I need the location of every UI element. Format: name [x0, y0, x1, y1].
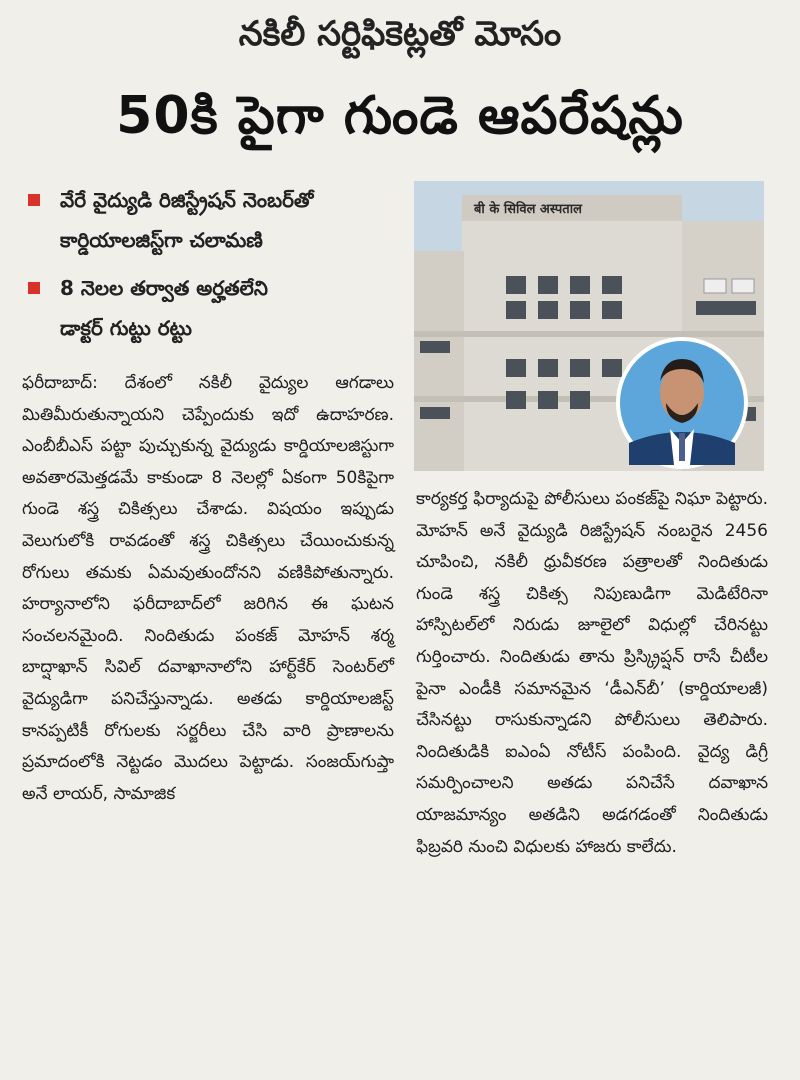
highlight-line: కార్డియాలజిస్ట్‌గా చలామణి: [60, 228, 263, 252]
highlight-line: వేరే వైద్యుడి రిజిస్ట్రేషన్ నెంబర్‌తో: [60, 188, 314, 212]
bullet-square-icon: [28, 194, 40, 206]
body-column-left: [22, 368, 394, 810]
highlight-item: [22, 268, 402, 348]
body-text-left: ఫరీదాబాద్: దేశంలో నకిలీ వైద్యుల ఆగడాలు మితిమీరుతున్నాయని చెప్పేందుకు ఇదో ఉదాహరణ. ఎంబీబీఎస్ పట్టా పుచ్చుకున్న వైద్యుడు కార్డియాలజిస్టుగా అవతారమెత్తడమే కాకుండా 8 నెలల్లో ఏకంగా 50కిపైగా గుండె శస్త్ర చికిత్సలు చేశాడు. విషయం ఇప్పుడు వెలుగులోకి రావడంతో శస్త్ర చికిత్సలు చేయించుకున్న రోగులు తమకు ఏమవుతుందోనని వణికిపోతున్నారు. హర్యానాలోని ఫరీదాబాద్‌లో జరిగిన ఈ ఘటన సంచలనమైంది. నిందితుడు పంకజ్ మోహన్ శర్మ బాద్షాఖాన్ సివిల్ దవాఖానాలోని హార్ట్‌కేర్ సెంటర్‌లో వైద్యుడిగా పనిచేస్తున్నాడు. అతడు కార్డియాలజిస్ట్ కానప్పటికీ రోగులకు సర్జరీలు చేసి వారి ప్రాణాలను ప్రమాదంలోకి నెట్టడం మొదలు పెట్టాడు. సంజయ్‌గుప్తా అనే లాయర్, సామాజిక: [22, 373, 394, 804]
highlight-item: [22, 180, 402, 260]
highlight-line: 8 నెలల తర్వాత అర్హతలేని: [60, 276, 268, 300]
highlight-line: డాక్టర్ గుట్టు రట్టు: [60, 316, 192, 340]
article-kicker: నకిలీ సర్టిఫికెట్లతో మోసం: [238, 14, 562, 54]
bullet-square-icon: [28, 282, 40, 294]
building-sign: बी के सिविल अस्पताल: [474, 202, 582, 217]
hospital-photo: [414, 181, 764, 471]
body-column-right: [416, 484, 768, 863]
highlights-list: [22, 180, 402, 356]
body-text-right: కార్యకర్త ఫిర్యాదుపై పోలీసులు పంకజ్‌పై నిఘా పెట్టారు. మోహన్ అనే వైద్యుడి రిజిస్ట్రేషన్ నంబరైన 2456 చూపించి, నకిలీ ధ్రువీకరణ పత్రాలతో నిందితుడు గుండె శస్త్ర చికిత్స నిపుణుడిగా మెడిటేరినా హాస్పిటల్‌లో నిరుడు జూలైలో విధుల్లో చేరినట్టు గుర్తించారు. నిందితుడు తాను ప్రిస్క్రిప్షన్ రాసే చీటీల పైనా ఎండీకి సమానమైన ‘డీఎన్‌బీ’ (కార్డియాలజీ) చేసినట్టు రాసుకున్నాడని పోలీసులు తెలిపారు. నిందితుడికి ఐఎంఏ నోటీస్ పంపింది. వైద్య డిగ్రీ సమర్పించాలని అతడు పనిచేసే దవాఖాన యాజమాన్యం అతడిని అడగడంతో నిందితుడు ఫిబ్రవరి నుంచి విధులకు హాజరు కాలేదు.: [416, 489, 768, 857]
article-headline: 50కి పైగా గుండె ఆపరేషన్లు: [116, 86, 684, 146]
